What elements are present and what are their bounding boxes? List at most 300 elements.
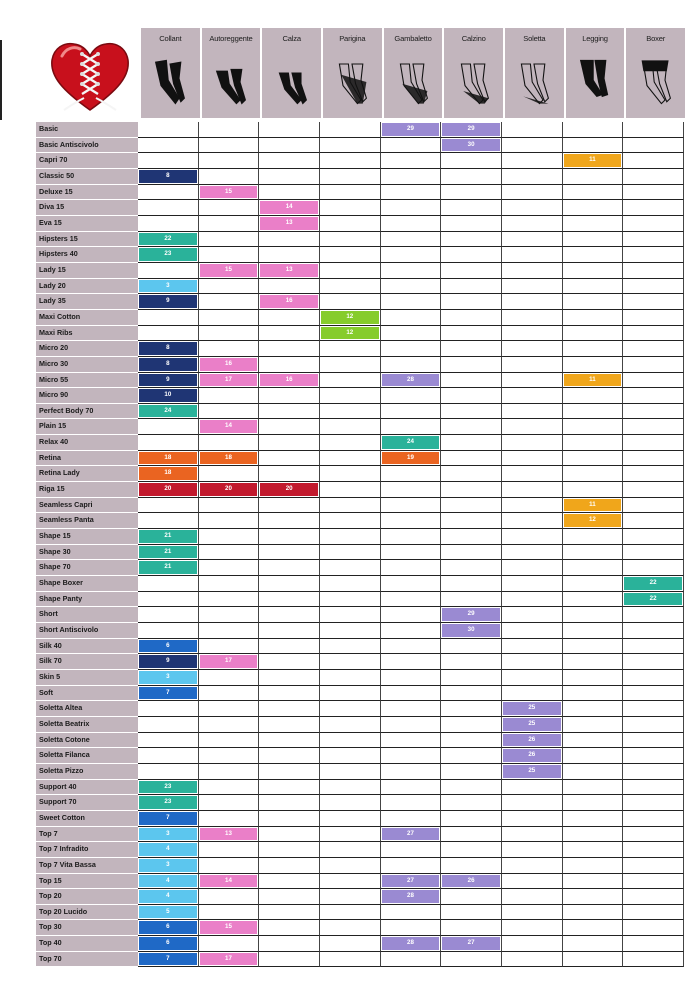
- product-name: Classic 50: [36, 169, 138, 185]
- product-name: Top 30: [36, 920, 138, 936]
- table-cell: [563, 905, 624, 921]
- product-name: Plain 15: [36, 419, 138, 435]
- product-name: Support 40: [36, 780, 138, 796]
- product-name: Micro 55: [36, 373, 138, 389]
- table-cell: [441, 466, 502, 482]
- page-number-badge: 23: [139, 796, 197, 809]
- page-number-badge: 7: [139, 953, 197, 966]
- table-cell: [441, 357, 502, 373]
- table-cell: [259, 545, 320, 561]
- table-row: [36, 263, 684, 279]
- table-cell: [381, 701, 442, 717]
- table-cell: [623, 874, 684, 890]
- table-cell: [502, 404, 563, 420]
- page-number-badge: 17: [200, 655, 258, 668]
- page-number-badge: 14: [200, 420, 258, 433]
- table-cell: [199, 294, 260, 310]
- table-cell: [441, 811, 502, 827]
- page-number-badge: 17: [200, 953, 258, 966]
- page-number-badge: 8: [139, 358, 197, 371]
- table-cell: [502, 169, 563, 185]
- table-cell: [259, 795, 320, 811]
- table-cell: [320, 482, 381, 498]
- table-cell: [441, 639, 502, 655]
- table-row: [36, 419, 684, 435]
- page-number-badge: 25: [503, 765, 561, 778]
- table-cell: [381, 310, 442, 326]
- table-cell: [259, 451, 320, 467]
- product-name: Top 7: [36, 827, 138, 843]
- table-row: [36, 326, 684, 342]
- table-cell: [441, 153, 502, 169]
- product-name: Short: [36, 607, 138, 623]
- table-cell: [563, 545, 624, 561]
- column-header-label: Soletta: [523, 34, 546, 43]
- page-number-badge: 20: [260, 483, 318, 496]
- table-cell: [563, 451, 624, 467]
- page-number-badge: 6: [139, 640, 197, 653]
- page-number-badge: 3: [139, 828, 197, 841]
- table-cell: [502, 592, 563, 608]
- table-cell: [563, 858, 624, 874]
- table-cell: [623, 247, 684, 263]
- table-cell: [320, 216, 381, 232]
- table-cell: [441, 607, 502, 623]
- table-cell: [623, 733, 684, 749]
- table-cell: [199, 607, 260, 623]
- table-cell: [259, 169, 320, 185]
- table-cell: [259, 952, 320, 968]
- page-number-badge: 3: [139, 671, 197, 684]
- page-number-badge: 21: [139, 530, 197, 543]
- table-cell: [381, 889, 442, 905]
- table-row: [36, 920, 684, 936]
- table-cell: [502, 654, 563, 670]
- table-cell: [138, 717, 199, 733]
- page-number-badge: 8: [139, 170, 197, 183]
- table-cell: [138, 185, 199, 201]
- column-header: [202, 28, 261, 118]
- table-cell: [138, 138, 199, 154]
- table-cell: [381, 419, 442, 435]
- table-cell: [199, 185, 260, 201]
- page-number-badge: 25: [503, 702, 561, 715]
- table-cell: [381, 200, 442, 216]
- table-cell: [320, 200, 381, 216]
- table-cell: [623, 670, 684, 686]
- table-cell: [320, 639, 381, 655]
- table-cell: [320, 592, 381, 608]
- table-cell: [563, 341, 624, 357]
- page-number-badge: 13: [260, 217, 318, 230]
- table-cell: [320, 435, 381, 451]
- table-row: [36, 373, 684, 389]
- table-cell: [381, 748, 442, 764]
- page-number-badge: 18: [200, 452, 258, 465]
- table-cell: [502, 451, 563, 467]
- table-cell: [441, 952, 502, 968]
- table-cell: [623, 529, 684, 545]
- table-cell: [441, 717, 502, 733]
- table-cell: [563, 560, 624, 576]
- table-cell: [138, 936, 199, 952]
- column-header: [566, 28, 625, 118]
- table-cell: [623, 122, 684, 138]
- table-cell: [563, 122, 624, 138]
- table-cell: [138, 858, 199, 874]
- column-header-label: Parigina: [339, 34, 366, 43]
- table-cell: [199, 153, 260, 169]
- table-cell: [441, 592, 502, 608]
- table-cell: [563, 482, 624, 498]
- page-number-badge: 28: [382, 937, 440, 950]
- table-cell: [623, 435, 684, 451]
- table-cell: [563, 263, 624, 279]
- legwear-silhouette-icon: [213, 54, 249, 110]
- table-row: [36, 874, 684, 890]
- table-cell: [563, 592, 624, 608]
- table-cell: [623, 279, 684, 295]
- table-row: [36, 811, 684, 827]
- table-cell: [563, 169, 624, 185]
- product-name: Lady 15: [36, 263, 138, 279]
- table-cell: [320, 263, 381, 279]
- table-cell: [259, 733, 320, 749]
- table-row: [36, 185, 684, 201]
- table-cell: [563, 466, 624, 482]
- table-cell: [259, 858, 320, 874]
- product-name: Soletta Cotone: [36, 733, 138, 749]
- table-cell: [320, 294, 381, 310]
- table-cell: [259, 498, 320, 514]
- table-cell: [320, 419, 381, 435]
- table-cell: [138, 482, 199, 498]
- table-cell: [502, 279, 563, 295]
- table-cell: [320, 466, 381, 482]
- table-cell: [259, 827, 320, 843]
- table-cell: [623, 153, 684, 169]
- page-number-badge: 9: [139, 295, 197, 308]
- table-cell: [320, 733, 381, 749]
- table-cell: [138, 326, 199, 342]
- table-cell: [138, 905, 199, 921]
- table-cell: [320, 357, 381, 373]
- table-cell: [502, 874, 563, 890]
- table-cell: [441, 185, 502, 201]
- table-cell: [320, 795, 381, 811]
- table-cell: [259, 404, 320, 420]
- table-cell: [320, 560, 381, 576]
- table-cell: [320, 858, 381, 874]
- table-cell: [441, 936, 502, 952]
- page-number-badge: 12: [564, 514, 622, 527]
- table-row: [36, 498, 684, 514]
- page-number-badge: 21: [139, 546, 197, 559]
- table-cell: [320, 936, 381, 952]
- table-cell: [623, 388, 684, 404]
- product-name: Seamless Panta: [36, 513, 138, 529]
- table-cell: [138, 153, 199, 169]
- table-cell: [138, 529, 199, 545]
- table-cell: [259, 216, 320, 232]
- table-cell: [623, 232, 684, 248]
- table-cell: [623, 623, 684, 639]
- page-number-badge: 3: [139, 280, 197, 293]
- page-number-badge: 16: [260, 295, 318, 308]
- table-cell: [502, 373, 563, 389]
- table-cell: [381, 764, 442, 780]
- product-name: Capri 70: [36, 153, 138, 169]
- table-cell: [259, 357, 320, 373]
- table-cell: [259, 842, 320, 858]
- table-cell: [199, 780, 260, 796]
- table-cell: [381, 451, 442, 467]
- table-cell: [623, 936, 684, 952]
- table-cell: [502, 733, 563, 749]
- table-row: [36, 560, 684, 576]
- table-cell: [320, 623, 381, 639]
- table-cell: [623, 764, 684, 780]
- table-cell: [138, 216, 199, 232]
- product-name: Top 20: [36, 889, 138, 905]
- table-cell: [381, 435, 442, 451]
- table-cell: [138, 435, 199, 451]
- legwear-silhouette-icon: [152, 54, 188, 110]
- table-row: [36, 764, 684, 780]
- table-cell: [199, 858, 260, 874]
- product-name: Shape Boxer: [36, 576, 138, 592]
- table-cell: [320, 670, 381, 686]
- page-number-badge: 10: [139, 389, 197, 402]
- table-cell: [138, 701, 199, 717]
- table-cell: [320, 326, 381, 342]
- table-cell: [138, 545, 199, 561]
- table-row: [36, 200, 684, 216]
- table-cell: [563, 780, 624, 796]
- table-row: [36, 404, 684, 420]
- table-cell: [138, 795, 199, 811]
- table-cell: [502, 216, 563, 232]
- column-header: [323, 28, 382, 118]
- table-cell: [502, 748, 563, 764]
- table-cell: [623, 294, 684, 310]
- table-cell: [320, 404, 381, 420]
- table-cell: [259, 263, 320, 279]
- table-cell: [320, 122, 381, 138]
- table-cell: [199, 639, 260, 655]
- table-cell: [259, 717, 320, 733]
- table-cell: [259, 889, 320, 905]
- table-cell: [259, 936, 320, 952]
- table-cell: [563, 654, 624, 670]
- table-cell: [502, 842, 563, 858]
- table-cell: [502, 811, 563, 827]
- table-cell: [199, 498, 260, 514]
- table-cell: [502, 560, 563, 576]
- table-cell: [502, 138, 563, 154]
- table-cell: [563, 357, 624, 373]
- table-cell: [441, 701, 502, 717]
- page-number-badge: 24: [139, 405, 197, 418]
- table-cell: [623, 341, 684, 357]
- table-cell: [320, 451, 381, 467]
- table-cell: [623, 920, 684, 936]
- table-cell: [381, 733, 442, 749]
- table-cell: [381, 122, 442, 138]
- table-cell: [441, 545, 502, 561]
- table-cell: [441, 200, 502, 216]
- table-row: [36, 294, 684, 310]
- table-cell: [381, 341, 442, 357]
- page-number-badge: 12: [321, 311, 379, 324]
- table-row: [36, 279, 684, 295]
- table-cell: [441, 623, 502, 639]
- table-cell: [441, 263, 502, 279]
- table-cell: [320, 529, 381, 545]
- table-cell: [199, 560, 260, 576]
- table-cell: [138, 670, 199, 686]
- table-cell: [563, 294, 624, 310]
- table-cell: [320, 185, 381, 201]
- table-cell: [381, 216, 442, 232]
- table-cell: [381, 874, 442, 890]
- table-cell: [563, 373, 624, 389]
- page-number-badge: 18: [139, 467, 197, 480]
- table-cell: [199, 670, 260, 686]
- table-cell: [320, 717, 381, 733]
- table-cell: [381, 780, 442, 796]
- table-cell: [441, 279, 502, 295]
- table-row: [36, 310, 684, 326]
- table-cell: [320, 686, 381, 702]
- page-number-badge: 9: [139, 374, 197, 387]
- table-cell: [320, 232, 381, 248]
- table-row: [36, 952, 684, 968]
- table-cell: [199, 654, 260, 670]
- product-name: Micro 90: [36, 388, 138, 404]
- table-cell: [563, 607, 624, 623]
- table-cell: [259, 623, 320, 639]
- table-cell: [563, 279, 624, 295]
- table-cell: [138, 748, 199, 764]
- table-cell: [259, 310, 320, 326]
- table-cell: [320, 701, 381, 717]
- table-cell: [441, 874, 502, 890]
- table-cell: [320, 373, 381, 389]
- page-number-badge: 4: [139, 890, 197, 903]
- table-cell: [623, 827, 684, 843]
- product-name: Soletta Filanca: [36, 748, 138, 764]
- table-cell: [138, 827, 199, 843]
- product-name: Soft: [36, 686, 138, 702]
- product-name: Deluxe 15: [36, 185, 138, 201]
- product-name: Silk 40: [36, 639, 138, 655]
- table-cell: [563, 827, 624, 843]
- table-cell: [259, 326, 320, 342]
- page-number-badge: 14: [200, 875, 258, 888]
- table-cell: [259, 513, 320, 529]
- table-cell: [441, 482, 502, 498]
- table-cell: [259, 654, 320, 670]
- table-cell: [138, 419, 199, 435]
- table-cell: [502, 357, 563, 373]
- table-cell: [199, 811, 260, 827]
- table-cell: [199, 247, 260, 263]
- table-cell: [441, 435, 502, 451]
- table-cell: [381, 232, 442, 248]
- table-cell: [623, 560, 684, 576]
- page-number-badge: 16: [260, 374, 318, 387]
- table-cell: [441, 670, 502, 686]
- table-row: [36, 529, 684, 545]
- table-cell: [502, 185, 563, 201]
- table-cell: [441, 654, 502, 670]
- table-row: [36, 905, 684, 921]
- table-cell: [502, 701, 563, 717]
- table-cell: [199, 138, 260, 154]
- product-name: Perfect Body 70: [36, 404, 138, 420]
- table-cell: [259, 185, 320, 201]
- page-number-badge: 27: [382, 828, 440, 841]
- table-row: [36, 153, 684, 169]
- table-cell: [259, 701, 320, 717]
- table-cell: [502, 889, 563, 905]
- table-cell: [381, 560, 442, 576]
- table-cell: [502, 717, 563, 733]
- page-number-badge: 23: [139, 248, 197, 261]
- table-cell: [441, 169, 502, 185]
- table-row: [36, 795, 684, 811]
- table-row: [36, 592, 684, 608]
- table-cell: [502, 545, 563, 561]
- table-cell: [563, 811, 624, 827]
- table-cell: [441, 576, 502, 592]
- product-name: Basic: [36, 122, 138, 138]
- table-cell: [381, 936, 442, 952]
- table-cell: [199, 764, 260, 780]
- table-cell: [138, 623, 199, 639]
- table-cell: [502, 686, 563, 702]
- table-cell: [199, 419, 260, 435]
- table-cell: [563, 920, 624, 936]
- table-row: [36, 748, 684, 764]
- table-cell: [441, 326, 502, 342]
- page-number-badge: 6: [139, 937, 197, 950]
- table-row: [36, 451, 684, 467]
- table-cell: [623, 200, 684, 216]
- table-cell: [320, 310, 381, 326]
- table-cell: [502, 764, 563, 780]
- table-row: [36, 842, 684, 858]
- table-row: [36, 435, 684, 451]
- table-cell: [502, 905, 563, 921]
- table-cell: [199, 373, 260, 389]
- table-cell: [199, 701, 260, 717]
- product-name: Retina Lady: [36, 466, 138, 482]
- table-cell: [623, 169, 684, 185]
- table-cell: [381, 498, 442, 514]
- page-number-badge: 4: [139, 843, 197, 856]
- table-row: [36, 513, 684, 529]
- table-cell: [563, 185, 624, 201]
- table-row: [36, 701, 684, 717]
- table-cell: [320, 748, 381, 764]
- page-number-badge: 26: [442, 875, 500, 888]
- page-edge-mark: [0, 40, 2, 120]
- table-cell: [381, 153, 442, 169]
- table-cell: [259, 138, 320, 154]
- product-name: Relax 40: [36, 435, 138, 451]
